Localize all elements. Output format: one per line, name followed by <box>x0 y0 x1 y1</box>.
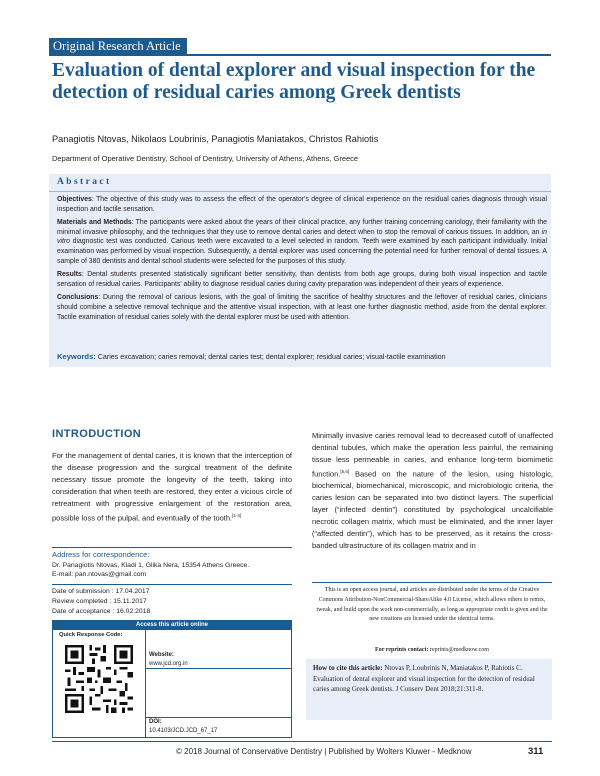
keywords-text: Caries excavation; caries removal; dental caries test; dental explorer; residual caries; visual-tactile examination <box>95 353 446 361</box>
qr-label: Quick Response Code: <box>59 632 123 638</box>
methods-italic: in vitro <box>57 228 547 246</box>
date-acceptance: Date of acceptance : 16.02.2018 <box>52 608 151 616</box>
website-label: Website: <box>149 652 174 658</box>
license-notice: This is an open access journal, and articles are distributed under the terms of the Creative Commons Attribution-NonCommercial-ShareAlike 4.0 License, which allows others to remix, tweak, and build upon the work non-commercially, as long as appropriate credit is given and the new creations are licensed under the identical terms. <box>316 587 548 623</box>
intro-left-column <box>52 450 292 524</box>
date-submission: Date of submission : 17.04.2017 <box>52 588 150 595</box>
correspondence-email[interactable]: E-mail: pan.ntovas@gmail.com <box>52 571 147 579</box>
abstract-conclusions <box>57 293 547 322</box>
date-review: Review completed : 15.11.2017 <box>52 598 147 606</box>
abstract-heading: Abstract <box>57 177 112 187</box>
access-rule-doi <box>145 717 292 718</box>
page-number: 311 <box>528 746 544 757</box>
doi-label: DOI: <box>149 719 162 725</box>
intro-left-ref[interactable]: [1-4] <box>232 512 242 518</box>
reprints-label: For reprints contact: <box>375 647 429 653</box>
access-online-box <box>52 620 292 738</box>
correspondence-address: Dr. Panagiotis Ntovas, Kladi 1, Glika Nera, 15354 Athens Greece. <box>52 562 250 569</box>
results-label: Results <box>57 271 82 279</box>
dates-rule <box>52 584 292 585</box>
conclusions-text: : During the removal of carious lesions, with the goal of limiting the sacrifice of healthy structures and the leftover of residual caries, clinicians should combine a selective removal technique and the attentive visual inspection, with at least one further diagnostic method, aside from the dental explorer. Tactile examination of residual caries solely with the dental explorer must be used with attention. <box>57 294 547 321</box>
correspondence-rule <box>52 547 292 548</box>
citation-box <box>306 659 552 720</box>
qr-code-icon[interactable] <box>65 645 133 713</box>
citation-label: How to cite this article: <box>313 664 383 672</box>
correspondence-heading: Address for correspondence: <box>52 550 150 559</box>
access-divider <box>145 630 146 738</box>
introduction-heading: INTRODUCTION <box>52 428 142 440</box>
affiliation: Department of Operative Dentistry, School of Dentistry, University of Athens, Athens, Greece <box>52 154 359 163</box>
intro-right-ref[interactable]: [5,6] <box>340 468 350 474</box>
website-link[interactable]: www.jcd.org.in <box>149 661 188 667</box>
article-title: Evaluation of dental explorer and visual inspection for the detection of residual caries among Greek dentists <box>52 60 536 103</box>
keywords-label: Keywords: <box>57 352 96 361</box>
methods-text-b: diagnostic test was conducted. Carious teeth were excavated to a level selected in random. Teeth were examined by each participant individually. Initial examination was performed by visual inspection. Subsequently, a dental explorer was used concerning the potential need for further removal of dental tissues. A sample of 380 dentists and dental school students were selected for the purposes of this study. <box>57 238 547 265</box>
reprints-contact <box>312 647 552 653</box>
abstract-body <box>57 195 547 326</box>
intro-right-column <box>312 430 553 552</box>
authors: Panagiotis Ntovas, Nikolaos Loubrinis, Panagiotis Maniatakos, Christos Rahiotis <box>52 134 379 144</box>
citation-text: Ntovas P, Loubrinis N, Maniatakos P, Rahiotis C. Evaluation of dental explorer and visual inspection for the detection of residual caries among Greek dentists. J Conserv Dent 2018;21:311-8. <box>313 664 535 694</box>
footer-text: © 2018 Journal of Conservative Dentistry | Published by Wolters Kluwer - Medknow <box>176 747 472 756</box>
methods-text-a: : The participants were asked about the years of their clinical practice, any further training concerning cariology, their familiarity with the minimal invasive philosophy, and the techniques that they use to remove dental caries and detect when to stop the removal of carious tissues. In addition, an <box>57 219 548 236</box>
correspondence-details <box>52 561 292 580</box>
footer-rule <box>52 741 552 742</box>
article-type-badge: Original Research Article <box>49 38 187 54</box>
abstract-methods <box>57 218 547 266</box>
access-heading: Access this article online <box>53 621 291 630</box>
keywords <box>57 352 549 361</box>
header-rule <box>49 54 551 56</box>
reprints-email[interactable]: reprints@medknow.com <box>428 647 489 653</box>
objectives-label: Objectives <box>57 196 92 203</box>
intro-right-text-b: Based on the nature of the lesion, using histologic, biochemical, biomechanical, microscopic, and microbiologic criteria, the caries lesion can be separated into two distinct layers. The superficial layer (“infected dentin”) constituted by psychological uncalcifiable necrotic collagen matrix, which must be eliminated, and the inner layer (“affected dentin”), which has to be preserved, as it retains the cross-banded ultrastructure of its collagen matrix and in <box>312 469 553 550</box>
license-rule <box>312 582 552 583</box>
intro-right-text-a: Minimally invasive caries removal lead to decreased cutoff of unaffected dentinal tubules, which make the operation less painful, the remaining tissue less permeable in caries, and enhance long-term biomimetic function. <box>312 431 553 479</box>
conclusions-label: Conclusions <box>57 294 99 302</box>
doi-link[interactable]: 10.4103/JCD.JCD_67_17 <box>149 728 218 734</box>
intro-left-text: For the management of dental caries, it is known that the interception of the disease progression and the surgical treatment of the definite necessary tissue promote the longevity of the teeth, taking into consideration that when teeth are restored, they enter a vicious circle of retreatment with progressive enlargement of the restoration area, possible loss of the pulpal, and eventually of the tooth. <box>52 451 292 523</box>
article-dates <box>52 587 292 618</box>
abstract-panel <box>49 174 551 367</box>
results-text: : Dental students presented statistically significant better sensitivity, than dentists from both age groups, during both visual inspection and tactile sensation of residual caries. Participants' ability to diagnose residual caries during cavity preparation was independent of their years of experience. <box>57 271 547 288</box>
objectives-text: : The objective of this study was to assess the effect of the operator's degree of clinical experience on the residual caries diagnosis through visual inspection and tactile sensation. <box>57 196 547 213</box>
access-rule-website <box>145 668 292 669</box>
abstract-rule <box>49 191 551 192</box>
abstract-results <box>57 270 547 289</box>
abstract-objectives <box>57 195 547 214</box>
methods-label: Materials and Methods <box>57 219 132 227</box>
